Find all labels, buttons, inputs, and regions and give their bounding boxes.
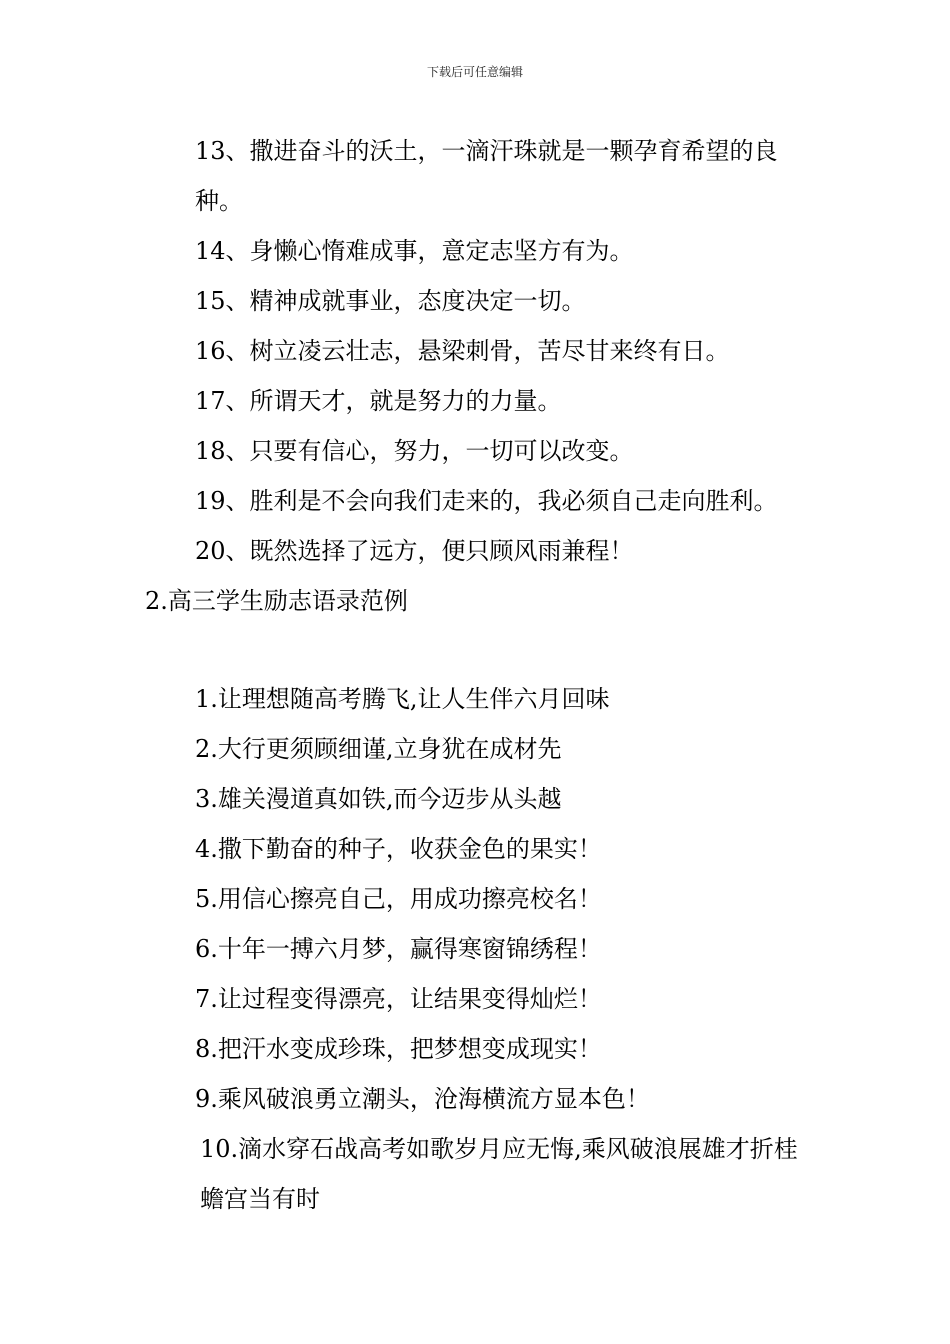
list-item: 14、身懒心惰难成事，意定志坚方有为。 [195, 237, 634, 265]
list-item: 15、精神成就事业，态度决定一切。 [195, 287, 586, 315]
list-item: 19、胜利是不会向我们走来的，我必须自己走向胜利。 [195, 487, 778, 515]
list-item: 16、树立凌云壮志，悬梁刺骨，苦尽甘来终有日。 [195, 337, 730, 365]
list-item: 4.撒下勤奋的种子，收获金色的果实！ [195, 835, 602, 863]
section-spacer [145, 626, 810, 674]
list-item: 10.滴水穿石战高考如歌岁月应无悔,乘风破浪展雄才折桂蟾宫当有时 [200, 1135, 798, 1213]
list-item: 2.大行更须顾细谨,立身犹在成材先 [195, 735, 562, 763]
list-item: 18、只要有信心，努力，一切可以改变。 [195, 437, 634, 465]
list-item: 7.让过程变得漂亮，让结果变得灿烂！ [195, 985, 602, 1013]
section-heading: 2.高三学生励志语录范例 [145, 587, 408, 615]
list-item: 13、撒进奋斗的沃土，一滴汗珠就是一颗孕育希望的良种。 [195, 137, 778, 215]
list-item: 9.乘风破浪勇立潮头，沧海横流方显本色！ [195, 1085, 650, 1113]
list-item: 6.十年一搏六月梦，赢得寒窗锦绣程！ [195, 935, 602, 963]
list-item: 3.雄关漫道真如铁,而今迈步从头越 [195, 785, 562, 813]
page-header-note: 下载后可任意编辑 [426, 65, 523, 79]
document-body [145, 126, 810, 1224]
list-item: 17、所谓天才，就是努力的力量。 [195, 387, 562, 415]
list-item: 8.把汗水变成珍珠，把梦想变成现实！ [195, 1035, 602, 1063]
list-item: 5.用信心擦亮自己，用成功擦亮校名！ [195, 885, 602, 913]
list-item: 1.让理想随高考腾飞,让人生伴六月回味 [195, 685, 610, 713]
list-item: 20、既然选择了远方，便只顾风雨兼程！ [195, 537, 634, 565]
